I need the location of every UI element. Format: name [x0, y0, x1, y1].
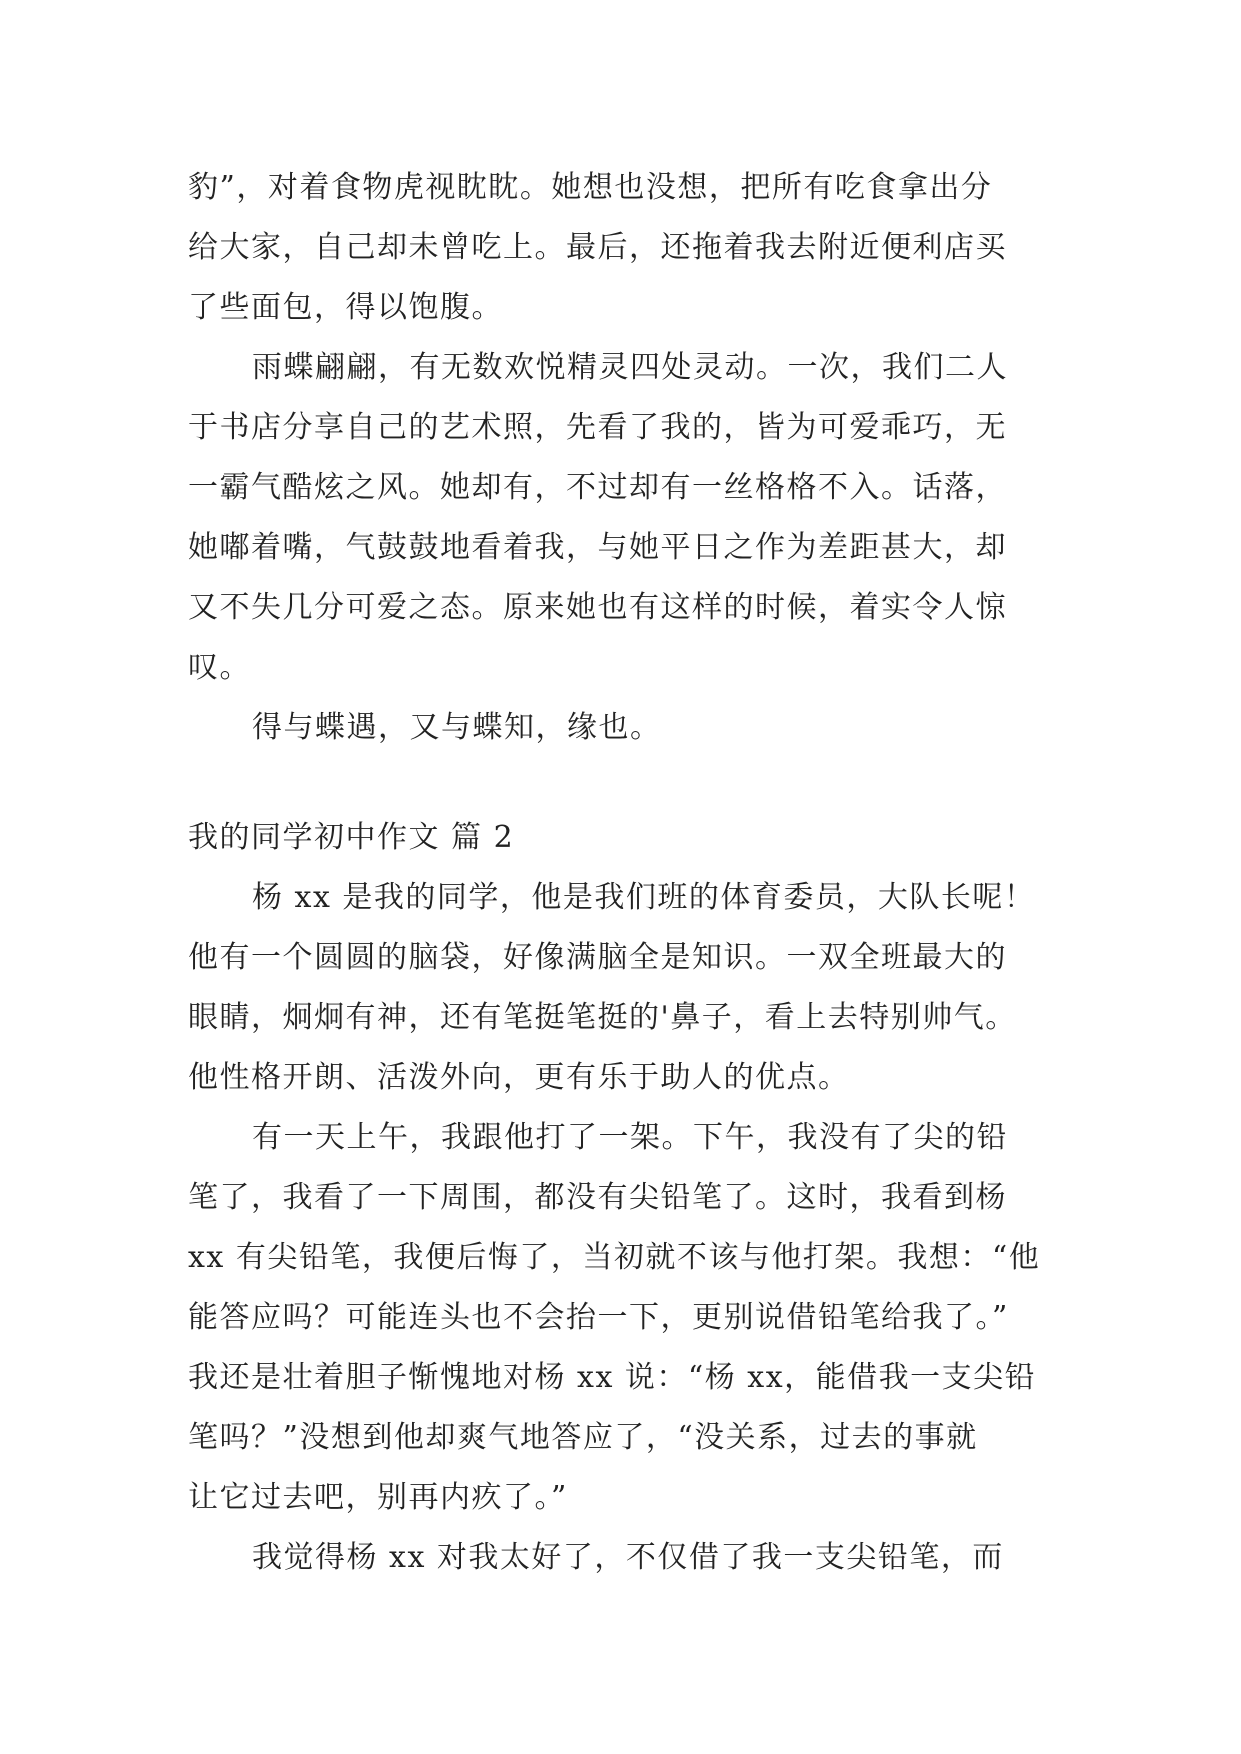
text-line: 眼睛，炯炯有神，还有笔挺笔挺的'鼻子，看上去特别帅气。 — [188, 1000, 1017, 1035]
text-line: 我还是壮着胆子惭愧地对杨 xx 说：“杨 xx，能借我一支尖铅 — [188, 1360, 1037, 1395]
paragraph — [188, 1108, 1058, 1528]
text-line: 笔吗？”没想到他却爽气地答应了，“没关系，过去的事就 — [188, 1420, 978, 1455]
text-line: 让它过去吧，别再内疚了。” — [188, 1480, 568, 1515]
text-line: 我觉得杨 xx 对我太好了，不仅借了我一支尖铅笔，而 — [252, 1540, 1004, 1575]
text-line: 于书店分享自己的艺术照，先看了我的，皆为可爱乖巧，无 — [188, 410, 1007, 445]
text-line: 她嘟着嘴，气鼓鼓地看着我，与她平日之作为差距甚大，却 — [188, 530, 1007, 565]
paragraph — [188, 868, 1058, 1108]
paragraph — [188, 1528, 1058, 1588]
paragraph — [188, 338, 1058, 698]
text-line: 了些面包，得以饱腹。 — [188, 290, 503, 325]
document-body — [188, 158, 1058, 1588]
text-line: 叹。 — [188, 650, 251, 685]
text-line: 他有一个圆圆的脑袋，好像满脑全是知识。一双全班最大的 — [188, 940, 1007, 975]
section-heading: 我的同学初中作文 篇 2 — [188, 820, 515, 855]
text-line: 得与蝶遇，又与蝶知，缘也。 — [252, 710, 662, 745]
text-line: 雨蝶翩翩，有无数欢悦精灵四处灵动。一次，我们二人 — [252, 350, 1008, 385]
text-line: 他性格开朗、活泼外向，更有乐于助人的优点。 — [188, 1060, 850, 1095]
text-line: 笔了，我看了一下周围，都没有尖铅笔了。这时，我看到杨 — [188, 1180, 1007, 1215]
paragraph — [188, 158, 1058, 338]
text-line: 杨 xx 是我的同学，他是我们班的体育委员，大队长呢！ — [252, 880, 1036, 915]
paragraph — [188, 698, 1058, 758]
text-line: 又不失几分可爱之态。原来她也有这样的时候，着实令人惊 — [188, 590, 1007, 625]
text-line: 有一天上午，我跟他打了一架。下午，我没有了尖的铅 — [252, 1120, 1008, 1155]
text-line: 给大家，自己却未曾吃上。最后，还拖着我去附近便利店买 — [188, 230, 1007, 265]
text-line: xx 有尖铅笔，我便后悔了，当初就不该与他打架。我想：“他 — [188, 1240, 1041, 1275]
text-line: 一霸气酷炫之风。她却有，不过却有一丝格格不入。话落， — [188, 470, 1007, 505]
text-line: 能答应吗？可能连头也不会抬一下，更别说借铅笔给我了。” — [188, 1300, 1009, 1335]
section-spacer — [188, 758, 1058, 808]
text-line: 豹”，对着食物虎视眈眈。她想也没想，把所有吃食拿出分 — [188, 170, 993, 205]
